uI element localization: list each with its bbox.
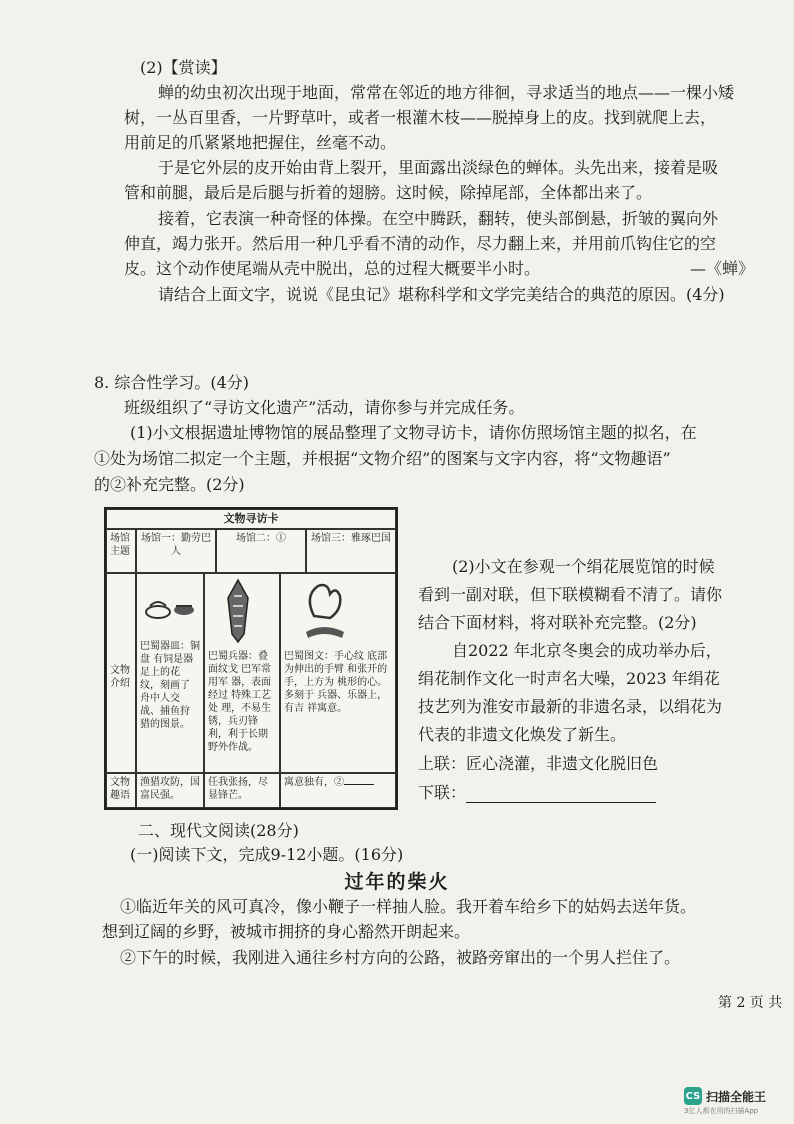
- card-intro-1: 巴蜀器皿：铜盘 有饲是器 足上的花 纹，刻画了 舟中人交 战、捕鱼狩 猎的图景。: [140, 641, 200, 730]
- q8-sub2-line: 代表的非遗文化焕发了新生。: [418, 725, 627, 744]
- card-intro-3-cell: [280, 573, 396, 773]
- q8-sub1-line: (1)小文根据遗址博物馆的展品整理了文物寻访卡，请你仿照场馆主题的拟名，在: [130, 423, 697, 442]
- q7-source: —《蝉》: [690, 259, 755, 278]
- q7-line: 用前足的爪紧紧地把握住，丝毫不动。: [124, 133, 397, 152]
- card-intro-1-cell: [136, 573, 204, 773]
- article-para-2: ②下午的时候，我刚进入通往乡村方向的公路，被路旁窜出的一个男人拦住了。: [120, 948, 681, 967]
- card-fun-2: 任我张扬，尽显锋芒。: [204, 773, 280, 808]
- camscanner-icon: CS: [684, 1087, 702, 1105]
- q8-sub1-line: ①处为场馆二拟定一个主题，并根据“文物介绍”的图案与文字内容，将“文物趣语”: [94, 449, 671, 468]
- couplet-lower-label: 下联：: [418, 783, 467, 802]
- card-intro-2-cell: [204, 573, 280, 773]
- q7-line: 于是它外层的皮开始由背上裂开，里面露出淡绿色的蝉体。头先出来，接着是吸: [158, 158, 719, 177]
- q7-line: 皮。这个动作使尾端从壳中脱出，总的过程大概要半小时。: [124, 259, 541, 278]
- page-number: 第 2 页 共: [718, 995, 783, 1011]
- q8-sub1-line: 的②补充完整。(2分): [94, 475, 245, 494]
- couplet-lower-blank[interactable]: [466, 786, 656, 803]
- card-intro-label: 文物介绍: [106, 573, 136, 773]
- q8-intro: 班级组织了“寻访文化遗产”活动，请你参与并完成任务。: [124, 398, 525, 417]
- card-title: 文物寻访卡: [106, 509, 396, 529]
- q7-label: (2)【赏读】: [140, 58, 227, 77]
- q8-sub2-line: 结合下面材料，将对联补充完整。(2分): [418, 613, 697, 632]
- section2-heading: 二、现代文阅读(28分): [138, 821, 299, 840]
- card-hall-2: 场馆二：①: [216, 529, 306, 573]
- scanner-app-tagline: 3亿人都在用的扫描App: [684, 1107, 759, 1115]
- couplet-upper: 上联：匠心浇灌，非遗文化脱旧色: [418, 754, 659, 773]
- card-intro-3: 巴蜀图文：手心纹 底部为伸出的手臂 和张开的手，上方为 桃形的心。多刻于 兵器、乐器上，有吉 祥寓意。: [284, 651, 388, 714]
- article-para-1-line: 想到辽阔的乡野，被城市拥挤的身心豁然开朗起来。: [102, 922, 471, 941]
- scanner-app-name: 扫描全能王: [706, 1089, 767, 1104]
- couplet-lower-row: [418, 783, 656, 803]
- article-para-1-line: ①临近年关的风可真冷，像小鞭子一样抽人脸。我开着车给乡下的姑妈去送年货。: [120, 897, 697, 916]
- scanner-logo: [684, 1087, 766, 1105]
- artifact-card-table: [104, 507, 398, 810]
- q8-sub2-line: (2)小文在参观一个绢花展览馆的时候: [452, 557, 715, 576]
- section2-sub: (一)阅读下文，完成9-12小题。(16分): [130, 845, 404, 864]
- q7-line: 管和前腿，最后是后腿与折着的翅膀。这时候，除掉尾部，全体都出来了。: [124, 183, 653, 202]
- article-title: 过年的柴火: [344, 871, 450, 893]
- q8-heading: 8. 综合性学习。(4分): [94, 373, 250, 392]
- card-fun-1: 渔猎攻防，国富民强。: [136, 773, 204, 808]
- card-intro-2: 巴蜀兵器：叠 面纹戈 巴军常用军 器，表面经过 特殊工艺处 理，不易生 锈，兵刃锋 利，利于长期 野外作战。: [208, 651, 272, 753]
- card-fun-3-text: 寓意独有，②: [284, 777, 344, 788]
- card-fun-3: [280, 773, 396, 808]
- q8-sub2-line: 绢花制作文化一时声名大噪，2023 年绢花: [418, 669, 720, 688]
- q8-sub2-line: 技艺列为淮安市最新的非遗名录，以绢花为: [418, 697, 723, 716]
- card-hall-3: 场馆三：雅琢巴国: [306, 529, 396, 573]
- ge-dagger-icon: [208, 576, 268, 646]
- card-fun-label: 文物趣语: [106, 773, 136, 808]
- card-fun-blank[interactable]: [344, 784, 374, 785]
- bronze-plate-icon: [140, 576, 200, 636]
- q7-line: 接着，它表演一种奇怪的体操。在空中腾跃，翻转，使头部倒悬，折皱的翼向外: [158, 209, 719, 228]
- q7-line: 树，一丛百里香，一片野草叶，或者一根灌木枝——脱掉身上的皮。找到就爬上去，: [124, 108, 717, 127]
- q8-sub2-line: 看到一副对联，但下联模糊看不清了。请你: [418, 585, 723, 604]
- q8-sub2-line: 自2022 年北京冬奥会的成功举办后，: [452, 641, 722, 660]
- card-hall-1: 场馆一：勤劳巴人: [136, 529, 216, 573]
- hand-heart-glyph-icon: [284, 576, 364, 646]
- q7-line: 伸直，竭力张开。然后用一种几乎看不清的动作，尽力翻上来，并用前爪钩住它的空: [124, 234, 717, 253]
- q7-line: 蝉的幼虫初次出现于地面，常常在邻近的地方徘徊，寻求适当的地点——一棵小矮: [158, 83, 735, 102]
- card-theme-label: 场馆主题: [106, 529, 136, 573]
- q7-question: 请结合上面文字，说说《昆虫记》堪称科学和文学完美结合的典范的原因。(4分): [158, 285, 725, 304]
